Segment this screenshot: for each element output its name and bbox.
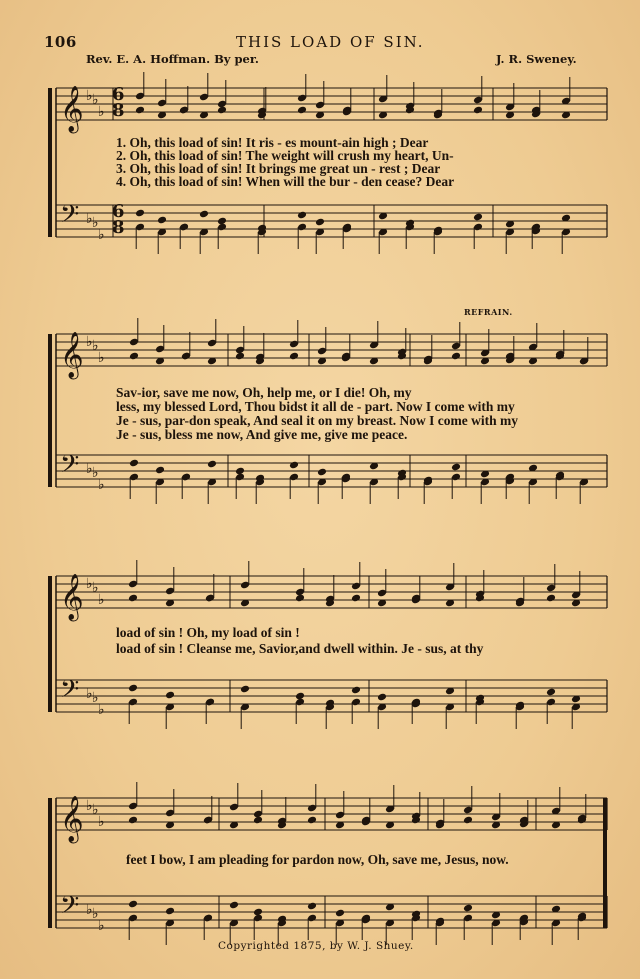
treble-note: [307, 816, 317, 825]
lyric-verse-2: 2. Oh, this load of sin! The weight will crush my heart, Un-: [116, 148, 454, 163]
treble-note: [463, 816, 473, 825]
copyright-notice: Copyrighted 1875, by W. J. Shuey.: [218, 940, 414, 952]
time-signature: 6: [112, 201, 125, 222]
flat-icon: ♭: [98, 702, 105, 718]
flat-icon: ♭: [98, 918, 105, 934]
bass-note: [165, 691, 175, 700]
bass-note: [463, 904, 473, 913]
bass-note: [307, 902, 317, 911]
flat-icon: ♭: [92, 215, 99, 231]
bass-note: [335, 909, 345, 918]
flat-icon: ♭: [98, 592, 105, 608]
lyric-line: feet I bow, I am pleading for pardon now, Oh, save me, Jesus, now.: [126, 852, 509, 867]
lyric-line: Je - sus, par-don speak, And seal it on my breast. Now I come with my: [116, 413, 519, 428]
treble-note: [128, 594, 138, 603]
treble-note: [235, 352, 245, 361]
flat-icon: ♭: [86, 686, 93, 702]
lyric-verse-3: 3. Oh, this load of sin! It brings me great un - rest ; Dear: [116, 161, 441, 176]
bass-note: [451, 463, 461, 472]
flat-icon: ♭: [86, 576, 93, 592]
lyric-line: load of sin ! Cleanse me, Savior,and dwell within. Je - sus, at thy: [116, 641, 484, 656]
bass-note: [165, 907, 175, 916]
bass-clef-icon: 𝄢: [60, 675, 80, 710]
flat-icon: ♭: [86, 902, 93, 918]
flat-icon: ♭: [98, 350, 105, 366]
flat-icon: ♭: [98, 104, 105, 120]
bass-clef-icon: 𝄢: [60, 450, 80, 485]
treble-note: [451, 352, 461, 361]
flat-icon: ♭: [86, 334, 93, 350]
flat-icon: ♭: [92, 338, 99, 354]
system-brace: [48, 798, 52, 928]
flat-icon: ♭: [92, 690, 99, 706]
bass-note: [546, 688, 556, 697]
bass-note: [128, 684, 138, 693]
system-brace: [48, 576, 52, 712]
bass-note: [128, 900, 138, 909]
flat-icon: ♭: [86, 461, 93, 477]
treble-note: [473, 106, 483, 115]
bass-note: [317, 468, 327, 477]
treble-note: [217, 106, 227, 115]
flat-icon: ♭: [92, 906, 99, 922]
flat-icon: ♭: [92, 580, 99, 596]
bass-note: [315, 218, 325, 227]
treble-note: [546, 594, 556, 603]
flat-icon: ♭: [86, 88, 93, 104]
treble-note: [129, 352, 139, 361]
flat-icon: ♭: [86, 798, 93, 814]
bass-note: [240, 685, 250, 694]
bass-note: [229, 901, 239, 910]
treble-clef-icon: 𝄞: [60, 796, 84, 842]
treble-clef-icon: 𝄞: [60, 332, 84, 378]
lyric-line: Je - sus, bless me now, And give me, give me peace.: [116, 427, 408, 442]
time-signature: 8: [112, 100, 125, 121]
flat-icon: ♭: [86, 211, 93, 227]
author-credit: Rev. E. A. Hoffman. By per.: [86, 52, 259, 66]
time-signature: 6: [112, 84, 125, 105]
treble-note: [351, 594, 361, 603]
hymn-title: THIS LOAD OF SIN.: [236, 33, 425, 51]
treble-note: [297, 106, 307, 115]
treble-clef-icon: 𝄞: [60, 86, 84, 132]
composer-credit: J. R. Sweney.: [496, 52, 577, 66]
lyric-verse-1: 1. Oh, this load of sin! It ris - es mount-ain high ; Dear: [116, 135, 429, 150]
bass-clef-icon: 𝄢: [60, 891, 80, 926]
lyric-line: less, my blessed Lord, Thou bidst it all de - part. Now I come with my: [116, 399, 515, 414]
flat-icon: ♭: [92, 465, 99, 481]
final-barline: [603, 798, 607, 928]
bass-note: [289, 461, 299, 470]
time-signature: 8: [112, 217, 125, 238]
lyric-line: Sav-ior, save me now, Oh, help me, or I die! Oh, my: [116, 385, 412, 400]
bass-note: [207, 460, 217, 469]
flat-icon: ♭: [92, 92, 99, 108]
lyric-verse-4: 4. Oh, this load of sin! When will the bur - den cease? Dear: [116, 174, 455, 189]
system-brace: [48, 334, 52, 487]
page-number: 106: [44, 33, 77, 51]
bass-note: [473, 213, 483, 222]
refrain-label: REFRAIN.: [464, 307, 513, 317]
bass-note: [199, 210, 209, 219]
bass-note: [157, 216, 167, 225]
bass-note: [351, 686, 361, 695]
bass-note: [297, 211, 307, 220]
bass-note: [155, 466, 165, 475]
flat-icon: ♭: [98, 814, 105, 830]
system-brace: [48, 88, 52, 237]
bass-note: [135, 209, 145, 218]
bass-clef-icon: 𝄢: [60, 200, 80, 235]
flat-icon: ♭: [98, 227, 105, 243]
treble-note: [295, 594, 305, 603]
flat-icon: ♭: [98, 477, 105, 493]
treble-note: [128, 816, 138, 825]
treble-note: [135, 106, 145, 115]
treble-note: [289, 352, 299, 361]
treble-clef-icon: 𝄞: [60, 574, 84, 620]
bass-note: [377, 693, 387, 702]
flat-icon: ♭: [92, 802, 99, 818]
treble-note: [253, 816, 263, 825]
bass-note: [129, 459, 139, 468]
lyric-line: load of sin ! Oh, my load of sin !: [116, 625, 300, 640]
